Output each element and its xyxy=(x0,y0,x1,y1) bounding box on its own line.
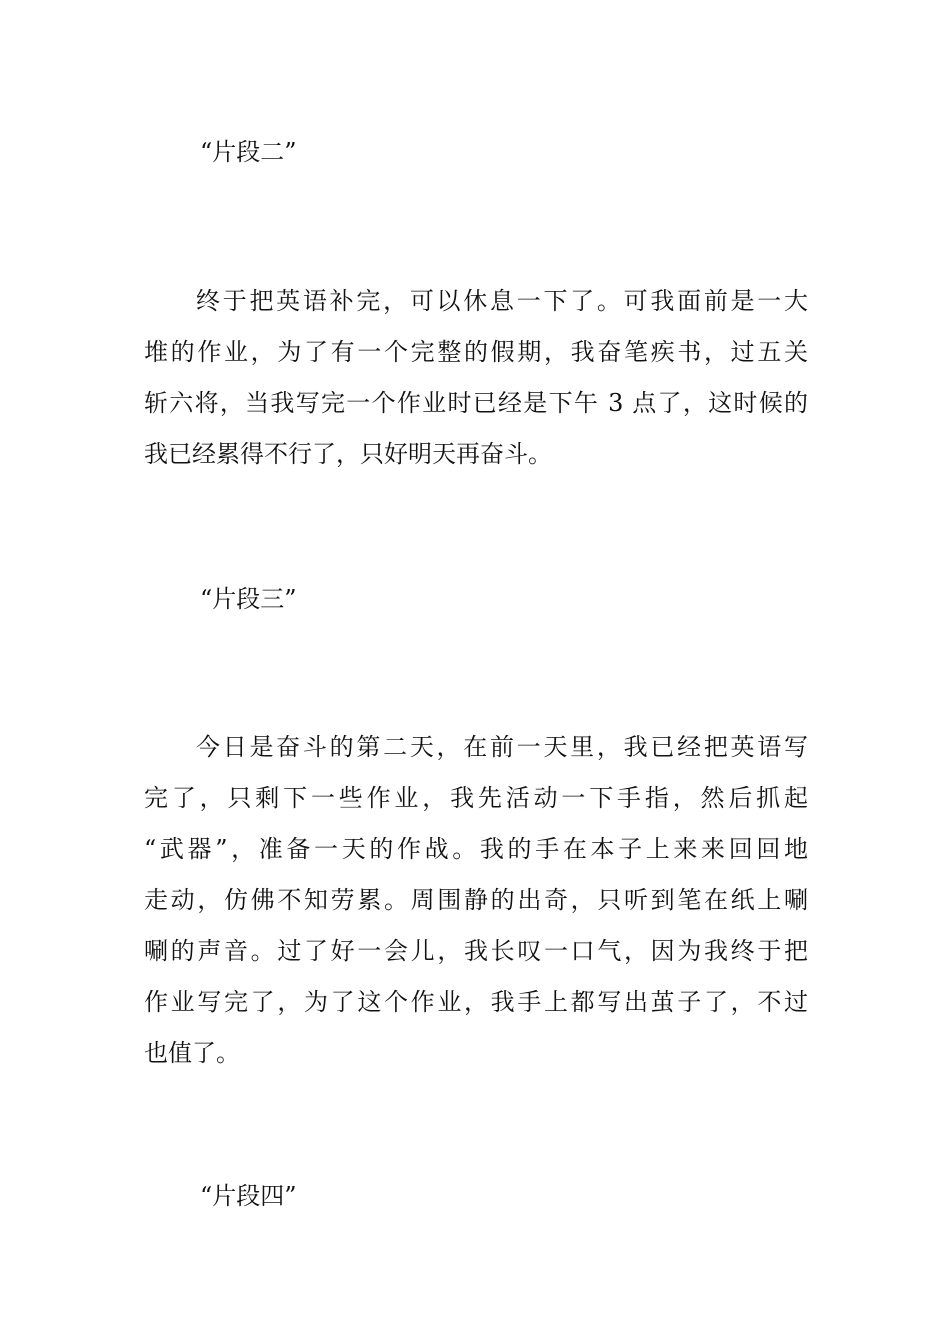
paragraph-line: 作业写完了，为了这个作业，我手上都写出茧子了，不过 xyxy=(144,988,808,1016)
section-heading-4: “片段四” xyxy=(200,1182,297,1210)
paragraph-line: 完了，只剩下一些作业，我先活动一下手指，然后抓起 xyxy=(144,784,808,812)
section-heading-3: “片段三” xyxy=(200,585,297,613)
paragraph-line: 我已经累得不行了，只好明天再奋斗。 xyxy=(144,440,552,468)
paragraph-line: 斩六将，当我写完一个作业时已经是下午 3 点了，这时候的 xyxy=(144,389,808,417)
paragraph-line: 终于把英语补完，可以休息一下了。可我面前是一大 xyxy=(196,287,808,315)
section-heading-2: “片段二” xyxy=(200,138,297,166)
paragraph-line: 唰的声音。过了好一会儿，我长叹一口气，因为我终于把 xyxy=(144,937,808,965)
paragraph-line: 走动，仿佛不知劳累。周围静的出奇，只听到笔在纸上唰 xyxy=(144,886,808,914)
paragraph-line: 今日是奋斗的第二天，在前一天里，我已经把英语写 xyxy=(196,733,808,761)
paragraph-line: 堆的作业，为了有一个完整的假期，我奋笔疾书，过五关 xyxy=(144,338,808,366)
paragraph-section-3 xyxy=(144,722,808,1079)
paragraph-line: “武器”，准备一天的作战。我的手在本子上来来回回地 xyxy=(144,835,808,863)
paragraph-section-2 xyxy=(144,276,808,480)
paragraph-line: 也值了。 xyxy=(144,1039,240,1067)
